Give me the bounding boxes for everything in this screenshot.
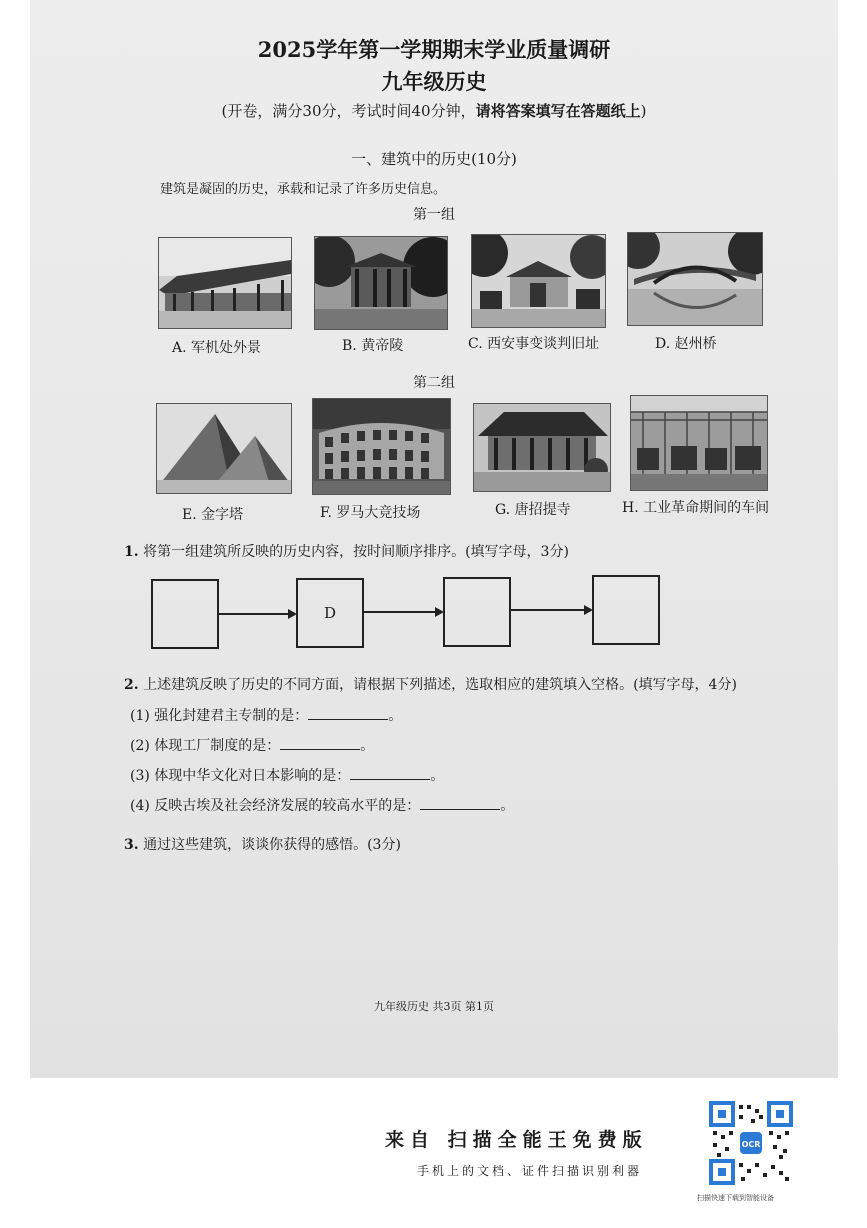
q2-item-1 bbox=[130, 705, 402, 725]
qr-code-icon[interactable] bbox=[709, 1101, 793, 1185]
watermark-tagline: 手机上的文档、证件扫描识别利器 bbox=[417, 1164, 643, 1178]
answer-box-4[interactable] bbox=[592, 575, 660, 645]
q2-blank-4[interactable] bbox=[420, 797, 500, 810]
photo-colosseum bbox=[312, 398, 451, 495]
section-intro: 建筑是凝固的历史，承载和记录了许多历史信息。 bbox=[160, 182, 447, 197]
q2-item-2-label: (2) 体现工厂制度的是： bbox=[130, 738, 281, 754]
caption-g: G. 唐招提寺 bbox=[495, 502, 571, 518]
photo-zhaozhou-bridge bbox=[627, 232, 763, 326]
q2-item-4-label: (4) 反映古埃及社会经济发展的较高水平的是： bbox=[130, 798, 421, 814]
answer-box-2[interactable]: D bbox=[296, 578, 364, 648]
photo-toshodaiji bbox=[473, 403, 611, 492]
q2-item-1-label: (1) 强化封建君主专制的是： bbox=[130, 708, 309, 724]
photo-xian-incident-site bbox=[471, 234, 606, 328]
page-footer: 九年级历史 共3页 第1页 bbox=[374, 1000, 494, 1013]
caption-a: A. 军机处外景 bbox=[172, 340, 262, 356]
photo-huangdiling bbox=[314, 236, 448, 330]
q2-item-2 bbox=[130, 735, 374, 755]
q2-item-4 bbox=[130, 795, 514, 815]
caption-c: C. 西安事变谈判旧址 bbox=[468, 336, 600, 352]
caption-d: D. 赵州桥 bbox=[655, 336, 717, 352]
q2-item-2-end: 。 bbox=[360, 738, 375, 754]
question-1-number: 1. bbox=[124, 544, 139, 560]
question-3-number: 3. bbox=[124, 837, 139, 853]
q2-blank-2[interactable] bbox=[280, 737, 360, 750]
question-3 bbox=[124, 834, 401, 854]
arrow-1 bbox=[217, 613, 295, 615]
section-title: 一、建筑中的历史(10分) bbox=[351, 150, 517, 168]
exam-title: 2025学年第一学期期末学业质量调研 bbox=[257, 37, 611, 62]
caption-e: E. 金字塔 bbox=[182, 507, 244, 523]
question-2-text: 上述建筑反映了历史的不同方面，请根据下列描述，选取相应的建筑填入空格。(填写字母，4分) bbox=[143, 677, 737, 693]
caption-b: B. 黄帝陵 bbox=[342, 338, 404, 354]
group2-label: 第二组 bbox=[413, 375, 455, 391]
answer-box-1[interactable] bbox=[151, 579, 219, 649]
exam-note-suffix: ) bbox=[640, 102, 647, 120]
caption-h: H. 工业革命期间的车间 bbox=[622, 500, 770, 516]
exam-note-prefix: (开卷，满分30分，考试时间40分钟， bbox=[221, 102, 476, 120]
q2-item-3-end: 。 bbox=[430, 768, 445, 784]
photo-factory-workshop bbox=[630, 395, 768, 491]
photo-junjichu bbox=[158, 237, 292, 329]
q2-item-3 bbox=[130, 765, 444, 785]
exam-paper bbox=[30, 0, 838, 1078]
exam-note-bold: 请将答案填写在答题纸上 bbox=[475, 102, 641, 120]
qr-caption: 扫描快速下载到智能设备 bbox=[697, 1194, 774, 1202]
arrow-3 bbox=[509, 609, 591, 611]
q2-item-4-end: 。 bbox=[500, 798, 515, 814]
exam-subject: 九年级历史 bbox=[381, 69, 487, 94]
question-1-text: 将第一组建筑所反映的历史内容，按时间顺序排序。(填写字母，3分) bbox=[143, 544, 569, 560]
exam-note bbox=[30, 100, 838, 121]
q2-blank-1[interactable] bbox=[308, 707, 388, 720]
caption-f: F. 罗马大竞技场 bbox=[320, 505, 421, 521]
photo-pyramids bbox=[156, 403, 292, 494]
watermark-brand: 来自 扫描全能王免费版 bbox=[385, 1129, 648, 1151]
answer-box-3[interactable] bbox=[443, 577, 511, 647]
arrow-2 bbox=[362, 611, 442, 613]
q2-item-1-end: 。 bbox=[388, 708, 403, 724]
question-2-number: 2. bbox=[124, 677, 139, 693]
group1-label: 第一组 bbox=[413, 207, 455, 223]
question-3-text: 通过这些建筑，谈谈你获得的感悟。(3分) bbox=[143, 837, 401, 853]
q2-blank-3[interactable] bbox=[350, 767, 430, 780]
q2-item-3-label: (3) 体现中华文化对日本影响的是： bbox=[130, 768, 351, 784]
question-1 bbox=[124, 541, 569, 561]
question-2 bbox=[124, 674, 737, 694]
qr-label: OCR bbox=[741, 1140, 761, 1149]
